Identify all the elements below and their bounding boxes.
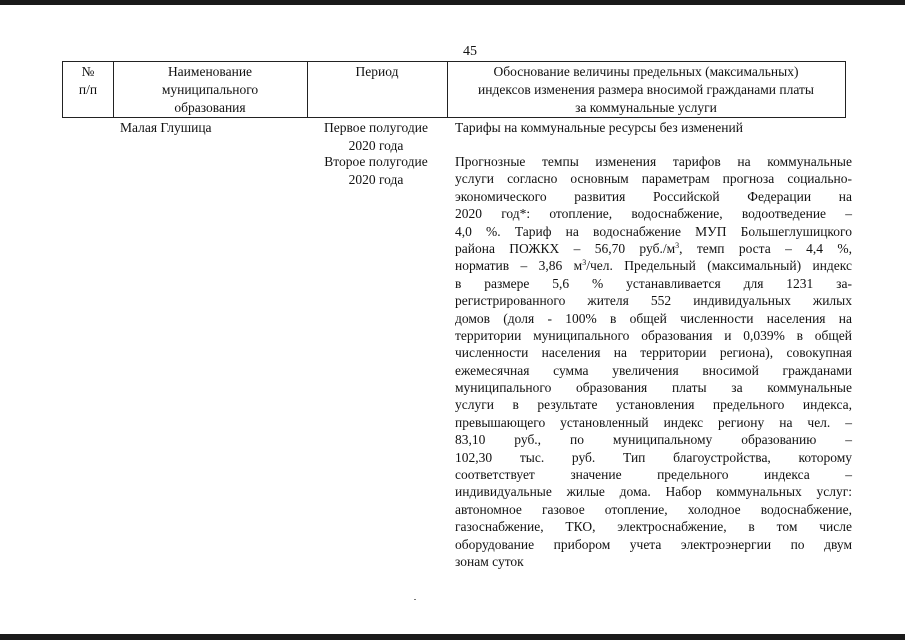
- period-first-half: [308, 119, 444, 155]
- superscript: 3: [582, 258, 587, 268]
- justification-line: ежемесячная сумма увеличения вносимой гражданами: [455, 362, 852, 378]
- header-text: муниципального: [161, 82, 259, 97]
- justification-line: соответствует значение предельного индекса –: [455, 467, 852, 483]
- municipality-name: Малая Глушица: [120, 120, 212, 135]
- justification-first-half: Тарифы на коммунальные ресурсы без изменений: [455, 120, 743, 135]
- justification-line: газоснабжение, ТКО, электроснабжение, в том числе: [455, 519, 852, 535]
- header-text: Наименование: [167, 64, 253, 79]
- column-header-municipality: [113, 63, 307, 117]
- scan-border-top: [0, 0, 905, 5]
- justification-line: Прогнозные темпы изменения тарифов на коммунальные: [455, 154, 852, 169]
- justification-line: 83,10 руб., по муниципальному образованию –: [455, 432, 852, 448]
- header-top-rule: [62, 61, 846, 62]
- text-part: норматив – 3,86 м: [455, 258, 583, 274]
- justification-line: услуги в результате установления предельного индекса,: [455, 397, 852, 413]
- justification-line: превышающего установленный индекс региону на чел. –: [455, 414, 852, 430]
- header-text: Период: [355, 64, 399, 79]
- column-header-period: [307, 63, 447, 81]
- scan-speck: [414, 599, 416, 600]
- header-border-right: [845, 61, 846, 118]
- header-bottom-rule: [62, 117, 846, 118]
- header-text: за коммунальные услуги: [575, 100, 717, 115]
- header-text: образования: [174, 100, 246, 115]
- period-text: 2020 года: [348, 172, 404, 187]
- justification-line: зонам суток: [455, 553, 524, 569]
- text-part: /чел. Предельный (максимальный) индекс: [586, 258, 853, 274]
- justification-line: территории муниципального образования и 0,039% в общей: [455, 327, 852, 343]
- period-second-half: [308, 153, 444, 189]
- justification-line: 4,0 %. Тариф на водоснабжение МУП Большеглушицкого: [455, 223, 852, 239]
- justification-line: оборудование прибором учета электроэнергии по двум: [455, 536, 852, 552]
- justification-line-with-superscript: [455, 257, 852, 274]
- period-text: Первое полугодие: [324, 120, 428, 135]
- header-text: Обоснование величины предельных (максимальных): [493, 64, 799, 79]
- justification-line-with-superscript: [455, 240, 852, 257]
- justification-second-half: [455, 153, 852, 570]
- scan-border-bottom: [0, 634, 905, 640]
- page-number: 45: [463, 44, 477, 59]
- justification-line: индивидуальные жилые дома. Набор коммунальных услуг:: [455, 484, 852, 500]
- justification-line: в размере 5,6 % устанавливается для 1231 за-: [455, 275, 852, 291]
- justification-line: домов (доля - 100% в общей численности населения на: [455, 310, 852, 326]
- justification-line: регистрированного жителя 552 индивидуальных жилых: [455, 293, 852, 309]
- justification-line: численности населения на территории региона), совокупная: [455, 345, 852, 361]
- text-part: района ПОЖКХ – 56,70 руб./м: [455, 240, 676, 256]
- justification-line: автономное газовое отопление, холодное водоснабжение,: [455, 501, 852, 517]
- header-text: п/п: [78, 82, 98, 97]
- justification-line: 102,30 тыс. руб. Тип благоустройства, которому: [455, 449, 852, 465]
- justification-line: муниципального образования платы за коммунальные: [455, 380, 852, 396]
- text-part: , темп роста – 4,4 %,: [679, 240, 852, 256]
- superscript: 3: [675, 240, 680, 250]
- column-header-number: [63, 63, 113, 99]
- header-text: №: [81, 64, 95, 79]
- header-text: индексов изменения размера вносимой гражданами платы: [478, 82, 814, 97]
- justification-line: 2020 год*: отопление, водоснабжение, водоотведение –: [455, 206, 852, 222]
- justification-line: экономического развития Российской Федерации на: [455, 188, 852, 204]
- period-text: Второе полугодие: [324, 154, 428, 169]
- period-text: 2020 года: [348, 138, 404, 153]
- justification-line: услуги согласно основным параметрам прогноза социально-: [455, 171, 852, 187]
- column-header-justification: [448, 63, 844, 117]
